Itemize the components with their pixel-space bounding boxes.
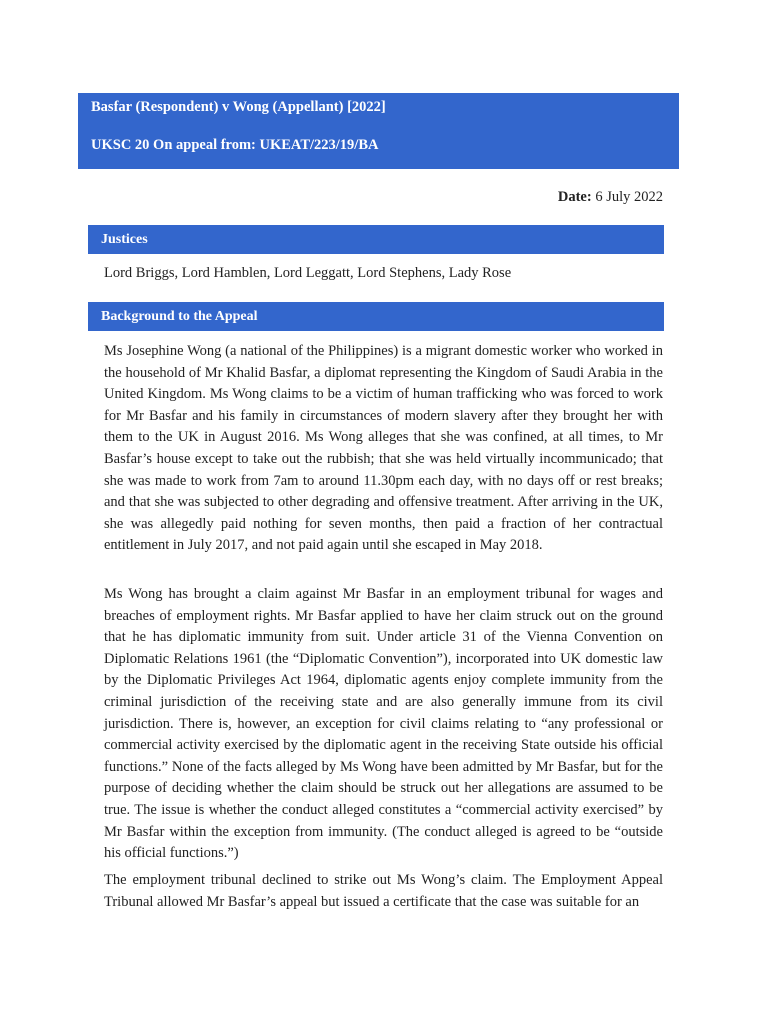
background-paragraph-3: The employment tribunal declined to strike out Ms Wong’s claim. The Employment Appeal Tribunal allowed Mr Basfar’s appeal but issued a certificate that the case was suitable for an [104, 872, 663, 910]
background-paragraph-2: Ms Wong has brought a claim against Mr Basfar in an employment tribunal for wages and breaches of employment rights. Mr Basfar applied to have her claim struck out on the ground that he has diplomatic immunity from suit. Under article 31 of the Vienna Convention on Diplomatic Relations 1961 (the “Diplomatic Convention”), incorporated into UK domestic law by the Diplomatic Privileges Act 1964, diplomatic agents enjoy complete immunity from the criminal jurisdiction of the receiving state and are also generally immune from its civil jurisdiction. There is, however, an exception for civil claims relating to “any professional or commercial activity exercised by the diplomatic agent in the receiving State outside his official functions.” None of the facts alleged by Ms Wong have been admitted by Mr Basfar, but for the purpose of deciding whether the claim should be struck out her allegations are assumed to be true. The issue is whether the conduct alleged constitutes a “commercial activity exercised” by Mr Basfar within the exception from immunity. (The conduct alleged is agreed to be “outside his official functions.”) [104, 586, 663, 862]
date-value: 6 July 2022 [595, 189, 663, 205]
background-paragraph-1: Ms Josephine Wong (a national of the Philippines) is a migrant domestic worker who worked in the household of Mr Khalid Basfar, a diplomat representing the Kingdom of Saudi Arabia in the United Kingdom. Ms Wong claims to be a victim of human trafficking who was forced to work for Mr Basfar and his family in circumstances of modern slavery after they brought her with them to the UK in August 2016. Ms Wong alleges that she was confined, at all times, to Mr Basfar’s house except to take out the rubbish; that she was held virtually incommunicado; that she was made to work from 7am to around 11.30pm each day, with no days off or rest breaks; and that she was subjected to other degrading and offensive treatment. After arriving in the UK, she was allegedly paid nothing for seven months, then paid a fraction of her contractual entitlement in July 2017, and not paid again until she escaped in May 2018. [104, 343, 663, 554]
background-heading: Background to the Appeal [88, 302, 664, 331]
date-label: Date: [557, 189, 592, 205]
judgment-date [558, 189, 663, 206]
case-title-banner [78, 93, 679, 169]
justices-heading: Justices [88, 225, 664, 254]
case-title-line-1: Basfar (Respondent) v Wong (Appellant) [2022] [91, 99, 386, 115]
justices-list: Lord Briggs, Lord Hamblen, Lord Leggatt, Lord Stephens, Lady Rose [104, 265, 512, 281]
case-title-line-2: UKSC 20 On appeal from: UKEAT/223/19/BA [91, 137, 379, 153]
